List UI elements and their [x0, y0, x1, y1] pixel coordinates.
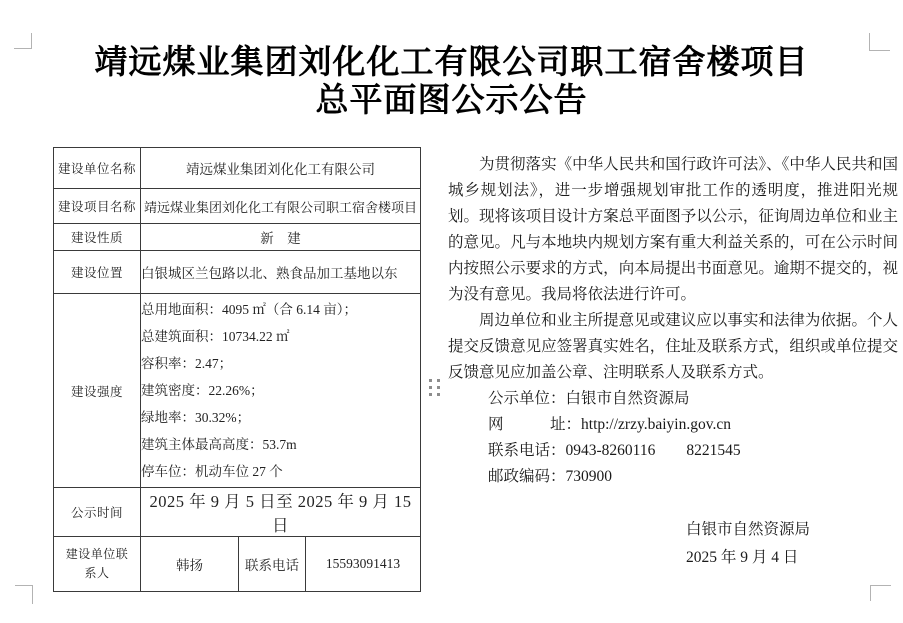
intensity-line-height: 建筑主体最高高度：53.7m — [141, 437, 297, 452]
intensity-line-density: 建筑密度：22.26%； — [141, 383, 264, 398]
signature-block — [448, 516, 898, 572]
label-cell-project-name: 建设项目名称 — [54, 189, 141, 224]
table-row-location — [54, 251, 421, 294]
value-cell-contact-name: 韩扬 — [141, 537, 239, 592]
value-cell-nature: 新 建 — [141, 224, 421, 251]
intensity-line-plot-ratio: 容积率：2.47； — [141, 356, 233, 371]
intensity-line-parking: 停车位：机动车位 27 个 — [141, 464, 283, 479]
notice-paragraph-legal-basis: 为贯彻落实《中华人民共和国行政许可法》、《中华人民共和国城乡规划法》，进一步增强规划审批工作的透明度，推进阳光规划。现将该项目设计方案总平面图予以公示，征询周边单位和业主的意见。凡与本地块内规划方案有重大利益关系的，可在公示时间内按照公示要求的方式，向本局提出书面意见。逾期不提交的，视为没有意见。我局将依法进行许可。 — [448, 156, 898, 303]
value-cell-intensity — [141, 294, 421, 488]
project-info-table — [53, 147, 421, 592]
label-cell-intensity: 建设强度 — [54, 294, 141, 488]
table-row-contact-person — [54, 537, 421, 592]
contact-label-publicity-unit: 公示单位： — [488, 390, 566, 407]
contact-value-postcode: 730900 — [565, 468, 613, 485]
page-title-line-2: 总平面图公示公告 — [315, 83, 588, 119]
column-break-dots-icon — [429, 379, 432, 382]
value-cell-location: 白银城区兰包路以北、熟食品加工基地以东 — [141, 251, 421, 294]
contact-label-postcode: 邮政编码： — [488, 468, 566, 485]
contact-line-publicity-unit — [448, 386, 898, 412]
crop-mark-bottom-left-icon — [15, 585, 33, 604]
contact-value-phone: 0943-8260116 8221545 — [565, 442, 741, 459]
signature-date: 2025 年 9 月 4 日 — [686, 549, 799, 566]
value-cell-project-name: 靖远煤业集团刘化化工有限公司职工宿舍楼项目 — [141, 189, 421, 224]
label-cell-contact-phone: 联系电话 — [239, 537, 306, 592]
table-row-publicity-period — [54, 488, 421, 537]
table-row-nature — [54, 224, 421, 251]
intensity-line-green-ratio: 绿地率：30.32%； — [141, 410, 251, 425]
contact-line-website — [448, 412, 898, 438]
label-cell-contact-person: 建设单位联系人 — [54, 537, 141, 592]
crop-mark-bottom-right-icon — [870, 585, 891, 601]
notice-text-column — [448, 152, 898, 572]
signature-org: 白银市自然资源局 — [686, 521, 811, 538]
intensity-line-floor-area: 总建筑面积：10734.22 ㎡ — [141, 329, 290, 344]
page-title-line-1: 靖远煤业集团刘化化工有限公司职工宿舍楼项目 — [94, 45, 809, 81]
contact-label-website: 网 址： — [488, 416, 582, 433]
table-row-intensity — [54, 294, 421, 488]
intensity-line-land-area: 总用地面积：4095 ㎡（合 6.14 亩）； — [141, 302, 357, 317]
contact-value-website: http://zrzy.baiyin.gov.cn — [581, 416, 731, 433]
label-cell-location: 建设位置 — [54, 251, 141, 294]
notice-paragraph-feedback-rules: 周边单位和业主所提意见或建议应以事实和法律为依据。个人提交反馈意见应签署真实姓名，住址及联系方式，组织或单位提交反馈意见应加盖公章、注明联系人及联系方式。 — [448, 312, 898, 381]
page-title — [0, 44, 903, 120]
label-cell-nature: 建设性质 — [54, 224, 141, 251]
table-row-project-name — [54, 189, 421, 224]
contact-value-publicity-unit: 白银市自然资源局 — [565, 390, 690, 407]
contact-line-phone — [448, 438, 898, 464]
table-row-unit-name — [54, 148, 421, 189]
contact-label-phone: 联系电话： — [488, 442, 566, 459]
label-cell-publicity-period: 公示时间 — [54, 488, 141, 537]
value-cell-unit-name: 靖远煤业集团刘化化工有限公司 — [141, 148, 421, 189]
contact-line-postcode — [448, 464, 898, 490]
label-cell-unit-name: 建设单位名称 — [54, 148, 141, 189]
value-cell-contact-phone: 15593091413 — [306, 537, 421, 592]
blank-line — [448, 490, 898, 516]
value-cell-publicity-period: 2025 年 9 月 5 日至 2025 年 9 月 15 日 — [141, 488, 421, 537]
